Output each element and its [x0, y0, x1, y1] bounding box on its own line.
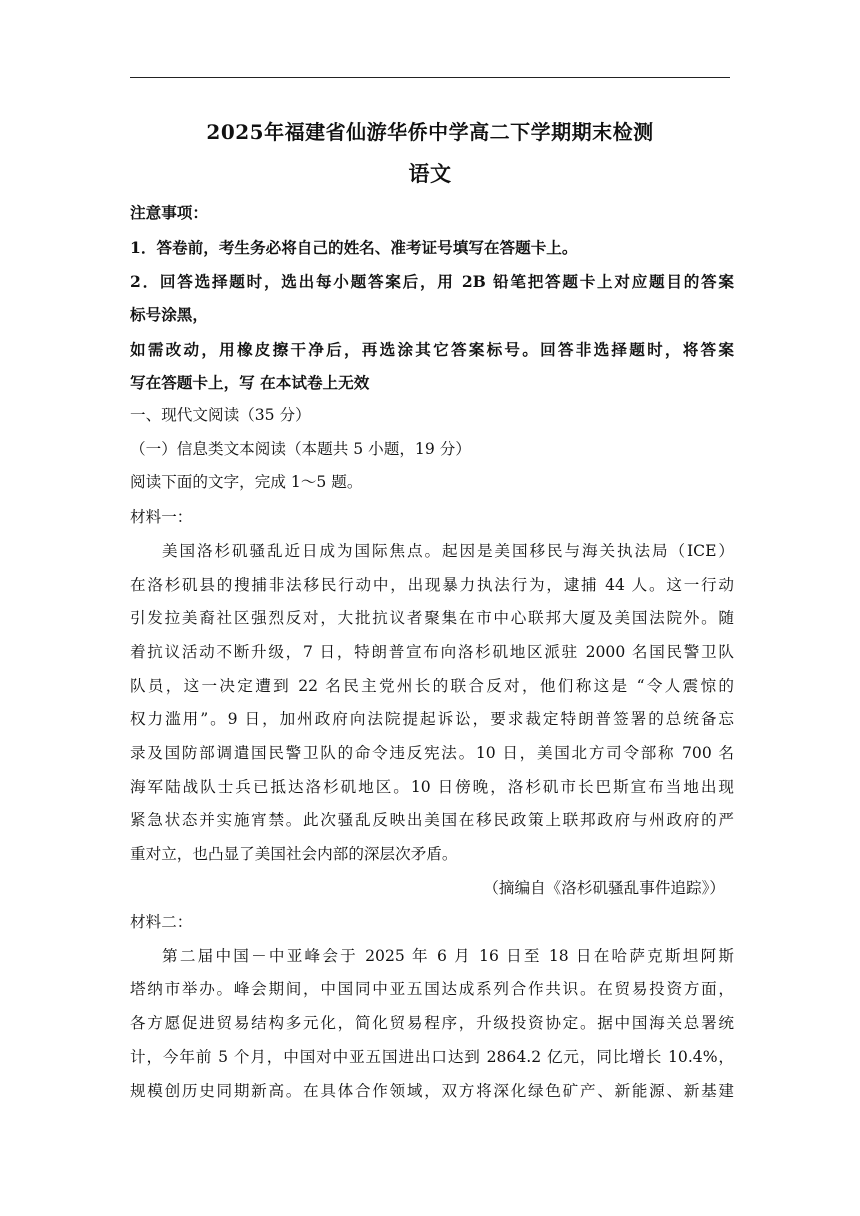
section-heading: 一、现代文阅读（35 分） [130, 406, 311, 424]
material-1-line: 重对立，也凸显了美国社会内部的深层次矛盾。 [130, 845, 458, 863]
material-1-label: 材料一： [130, 508, 193, 526]
material-2-line: 各方愿促进贸易结构多元化，简化贸易程序，升级投资协定。据中国海关总署统 [130, 1014, 734, 1032]
material-2-line: 塔纳市举办。峰会期间，中国同中亚五国达成系列合作共识。在贸易投资方面， [130, 980, 734, 998]
material-1-line: 着抗议活动不断升级，7 日，特朗普宣布向洛杉矶地区派驻 2000 名国民警卫队 [130, 643, 734, 661]
notice-heading: 注意事项： [130, 203, 208, 222]
material-1-line: 美国洛杉矶骚乱近日成为国际焦点。起因是美国移民与海关执法局（ICE） [162, 542, 734, 560]
material-2-label: 材料二： [130, 913, 193, 931]
material-1-line: 队员，这一决定遭到 22 名民主党州长的联合反对，他们称这是 “令人震惊的 [130, 677, 734, 695]
material-1-line: 引发拉美裔社区强烈反对，大批抗议者聚集在市中心联邦大厦及美国法院外。随 [130, 609, 734, 627]
subsection-heading: （一）信息类文本阅读（本题共 5 小题，19 分） [130, 440, 471, 458]
material-1-line: 紧急状态并实施宵禁。此次骚乱反映出美国在移民政策上联邦政府与州政府的严 [130, 811, 734, 829]
material-1-line: 在洛杉矶县的搜捕非法移民行动中，出现暴力执法行为，逮捕 44 人。这一行动 [130, 576, 734, 594]
notice-item-2-cont: 标号涂黑， [130, 305, 208, 324]
notice-item-3: 如需改动，用橡皮擦干净后，再选涂其它答案标号。回答非选择题时，将答案 [130, 340, 734, 359]
material-2-line: 规模创历史同期新高。在具体合作领域，双方将深化绿色矿产、新能源、新基建 [130, 1082, 734, 1100]
material-1-line: 海军陆战队士兵已抵达洛杉矶地区。10 日傍晚，洛杉矶市长巴斯宣布当地出现 [130, 778, 734, 796]
reading-instruction: 阅读下面的文字，完成 1～5 题。 [130, 473, 363, 491]
notice-item-1: 1．答卷前，考生务必将自己的姓名、准考证号填写在答题卡上。 [130, 238, 578, 257]
material-2-line: 计，今年前 5 个月，中国对中亚五国进出口达到 2864.2 亿元，同比增长 10.4%， [130, 1048, 734, 1066]
material-1-source: （摘编自《洛杉矶骚乱事件追踪》） [483, 879, 725, 897]
notice-item-2: 2．回答选择题时，选出每小题答案后，用 2B 铅笔把答题卡上对应题目的答案 [130, 272, 734, 291]
material-1-line: 录及国防部调遣国民警卫队的命令违反宪法。10 日，美国北方司令部称 700 名 [130, 744, 734, 762]
notice-item-3-cont: 写在答题卡上，写 在本试卷上无效 [130, 373, 370, 392]
exam-title: 2025年福建省仙游华侨中学高二下学期期末检测 [206, 120, 654, 144]
subject-title: 语文 [408, 161, 452, 186]
header-rule [130, 77, 730, 78]
material-2-line: 第二届中国－中亚峰会于 2025 年 6 月 16 日至 18 日在哈萨克斯坦阿斯 [162, 947, 734, 965]
material-1-line: 权力滥用”。9 日，加州政府向法院提起诉讼，要求裁定特朗普签署的总统备忘 [130, 710, 734, 728]
